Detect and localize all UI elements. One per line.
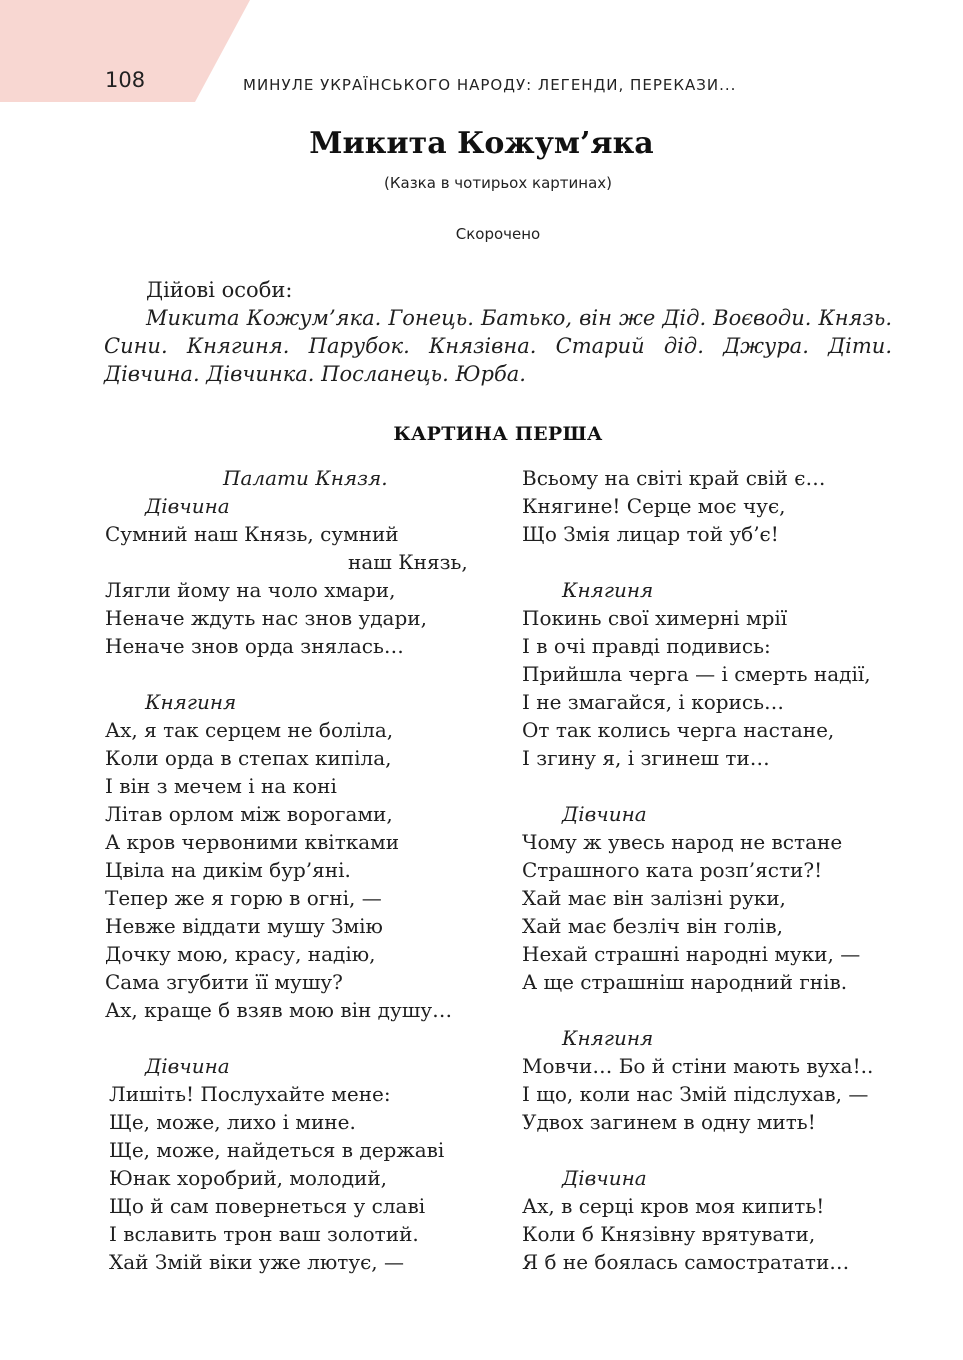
cast-list: Микита Кожум’яка. Гонець. Батько, він же Дід. Воєводи. Князь. Сини. Княгиня. Парубок. Князівна. Старий дід. Джура. Діти. Дівчина. Дівчинка. Посланець. Юрба. xyxy=(104,306,892,386)
speaker-name: Княгиня xyxy=(562,1026,654,1050)
subtitle: (Казка в чотирьох картинах) xyxy=(384,174,612,192)
verse-line: І не змагайся, і корись… xyxy=(522,690,784,714)
speaker-name: Дівчина xyxy=(562,1166,647,1190)
verse-line: Лягли йому на чоло хмари, xyxy=(105,578,396,602)
verse-line: І він з мечем і на коні xyxy=(105,774,337,798)
verse-line: Прийшла черга — і смерть надії, xyxy=(522,662,871,686)
speaker-name: Дівчина xyxy=(562,802,647,826)
verse-line: Ах, я так серцем не боліла, xyxy=(105,718,394,742)
verse-line: Неначе ждуть нас знов удари, xyxy=(105,606,427,630)
verse-line: Хай має безліч він голів, xyxy=(522,914,783,938)
verse-line: Невже віддати мушу Змію xyxy=(105,914,383,938)
speaker-name: Княгиня xyxy=(145,690,237,714)
verse-line: Удвох загинем в одну мить! xyxy=(522,1110,816,1134)
verse-line: Літав орлом між ворогами, xyxy=(105,802,393,826)
verse-line: Ах, в серці кров моя кипить! xyxy=(522,1194,825,1218)
running-head: МИНУЛЕ УКРАЇНСЬКОГО НАРОДУ: ЛЕГЕНДИ, ПЕРЕКАЗИ... xyxy=(243,76,737,94)
verse-line: І вславить трон ваш золотий. xyxy=(109,1222,419,1246)
speaker-name: Дівчина xyxy=(145,1054,230,1078)
verse-line: Цвіла на дикім бур’яні. xyxy=(105,858,351,882)
verse-line: Я б не боялась самостратати… xyxy=(522,1250,850,1274)
verse-line: І що, коли нас Змій підслухав, — xyxy=(522,1082,869,1106)
page-number: 108 xyxy=(105,68,146,92)
verse-line: Страшного ката розп’ясти?! xyxy=(522,858,823,882)
verse-line: Покинь свої химерні мрії xyxy=(522,606,788,630)
verse-line: Ще, може, найдеться в державі xyxy=(109,1138,445,1162)
verse-line: Сумний наш Князь, сумний xyxy=(105,522,399,546)
verse-line: наш Князь, xyxy=(348,550,468,574)
scene-title: КАРТИНА ПЕРША xyxy=(393,423,603,445)
stage-direction: Палати Князя. xyxy=(223,466,388,490)
verse-line: Коли б Князівну врятувати, xyxy=(522,1222,816,1246)
verse-line: Дочку мою, красу, надію, xyxy=(105,942,376,966)
verse-line: Сама згубити її мушу? xyxy=(105,970,343,994)
verse-line: А кров червоними квітками xyxy=(105,830,400,854)
speaker-name: Княгиня xyxy=(562,578,654,602)
verse-line: Лишіть! Послухайте мене: xyxy=(109,1082,391,1106)
left-column xyxy=(105,464,485,1276)
verse-line: Юнак хоробрий, молодий, xyxy=(109,1166,388,1190)
cast-label: Дійові особи: xyxy=(146,278,293,302)
verse-line: Чому ж увесь народ не встане xyxy=(522,830,843,854)
verse-line: Ще, може, лихо і мине. xyxy=(109,1110,356,1134)
verse-line: Що Змія лицар той уб’є! xyxy=(522,522,779,546)
verse-line: От так колись черга настане, xyxy=(522,718,835,742)
verse-line: Нехай страшні народні муки, — xyxy=(522,942,861,966)
cast-section xyxy=(104,276,892,388)
verse-line: Хай Змій віки уже лютує, — xyxy=(109,1250,405,1274)
verse-line: Коли орда в степах кипіла, xyxy=(105,746,392,770)
verse-line: Хай має він залізні руки, xyxy=(522,886,786,910)
verse-line: Тепер же я горю в огні, — xyxy=(105,886,382,910)
page-title: Микита Кожум’яка xyxy=(309,126,654,161)
verse-line: Неначе знов орда знялась… xyxy=(105,634,404,658)
verse-line: Всьому на світі край свій є… xyxy=(522,466,826,490)
verse-line: І в очі правді подивись: xyxy=(522,634,771,658)
verse-line: А ще страшніш народний гнів. xyxy=(522,970,848,994)
right-column xyxy=(522,464,902,1276)
verse-line: Що й сам повернеться у славі xyxy=(109,1194,426,1218)
verse-line: Ах, краще б взяв мою він душу… xyxy=(105,998,453,1022)
verse-line: Княгине! Серце моє чує, xyxy=(522,494,786,518)
speaker-name: Дівчина xyxy=(145,494,230,518)
verse-line: Мовчи… Бо й стіни мають вуха!.. xyxy=(522,1054,874,1078)
verse-line: І згину я, і згинеш ти… xyxy=(522,746,770,770)
abridged-note: Скорочено xyxy=(455,225,541,243)
